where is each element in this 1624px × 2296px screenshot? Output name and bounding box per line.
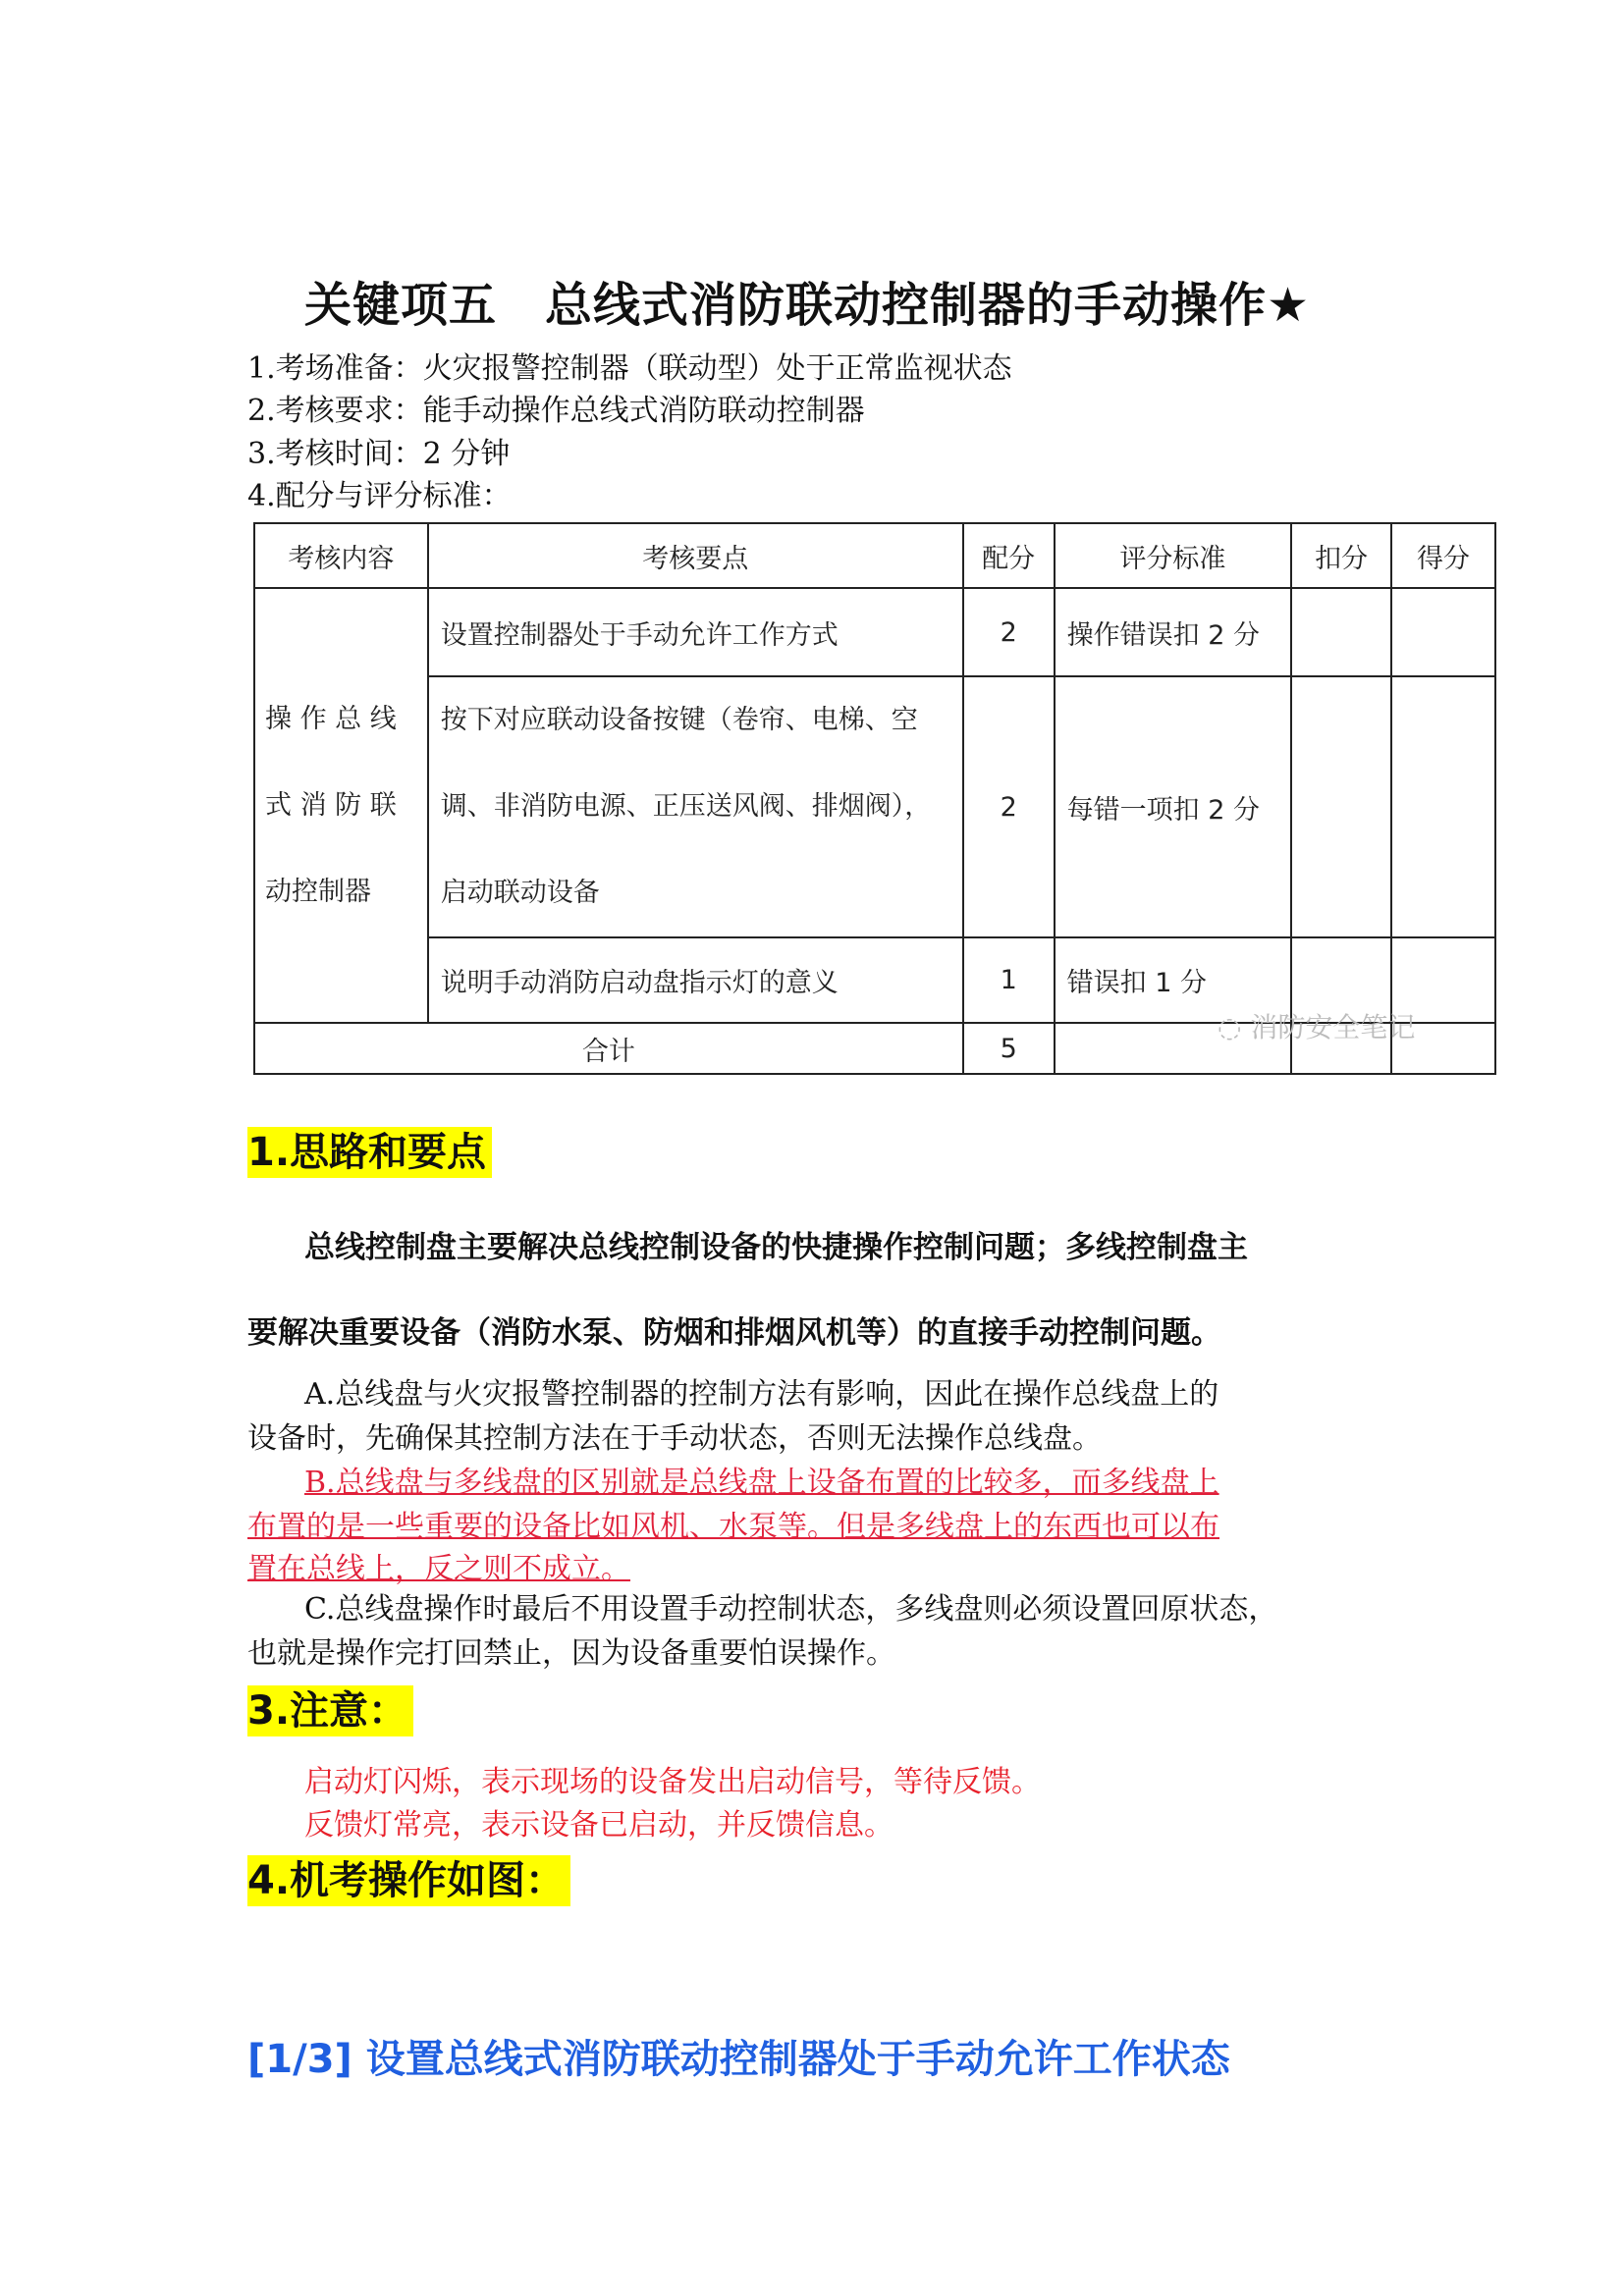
header-cell: 得分 [1391,523,1495,588]
note-line: 启动灯闪烁，表示现场的设备发出启动信号，等待反馈。 [304,1765,1041,1799]
header-cell: 考核内容 [254,523,428,588]
point-line: 启动联动设备 [440,878,600,908]
content-line: 式 消 防 联 [265,789,397,821]
result-cell [1391,588,1495,676]
table-row [254,588,1495,676]
point-cell [428,676,963,937]
result-cell [1391,676,1495,937]
content-line: 操 作 总 线 [265,703,397,734]
para-b-line: 置在总线上，反之则不成立。 [247,1552,630,1586]
table-row [254,676,1495,937]
section-heading: 1.思路和要点 [247,1127,492,1178]
bold-line: 要解决重要设备（消防水泵、防烟和排烟风机等）的直接手动控制问题。 [247,1315,1221,1351]
standard-cell: 错误扣 1 分 [1055,937,1292,1023]
deduct-cell [1291,588,1391,676]
score-cell: 2 [963,676,1055,937]
point-line: 按下对应联动设备按键（卷帘、电梯、空 [440,705,918,735]
deduct-cell [1291,676,1391,937]
info-line: 1.考场准备：火灾报警控制器（联动型）处于正常监视状态 [247,351,1012,386]
header-cell: 评分标准 [1055,523,1292,588]
point-cell: 说明手动消防启动盘指示灯的意义 [428,937,963,1023]
total-label: 合计 [254,1023,963,1074]
step-heading: [1/3] 设置总线式消防联动控制器处于手动允许工作状态 [247,2037,1230,2082]
info-line: 3.考核时间：2 分钟 [247,437,511,471]
info-line: 4.配分与评分标准： [247,479,512,513]
header-cell: 扣分 [1291,523,1391,588]
para-b-line: 布置的是一些重要的设备比如风机、水泵等。但是多线盘上的东西也可以布 [247,1510,1219,1544]
info-line: 2.考核要求：能手动操作总线式消防联动控制器 [247,394,865,428]
score-cell: 2 [963,588,1055,676]
score-cell: 1 [963,937,1055,1023]
content-line: 动控制器 [265,876,371,907]
scoring-table [253,522,1496,1075]
bold-line: 总线控制盘主要解决总线控制设备的快捷操作控制问题；多线控制盘主 [304,1230,1248,1265]
para-c-line: C.总线盘操作时最后不用设置手动控制状态，多线盘则必须设置回原状态， [304,1592,1278,1627]
point-cell: 设置控制器处于手动允许工作方式 [428,588,963,676]
standard-cell: 每错一项扣 2 分 [1055,676,1292,937]
standard-cell: 操作错误扣 2 分 [1055,588,1292,676]
header-cell: 配分 [963,523,1055,588]
page-title: 关键项五 总线式消防联动控制器的手动操作★ [304,278,1311,333]
watermark: ◌ 消防安全笔记 [1218,1011,1416,1043]
para-a-line: 设备时，先确保其控制方法在于手动状态，否则无法操作总线盘。 [247,1421,1102,1456]
watermark-text: 消防安全笔记 [1250,1011,1416,1043]
header-cell: 考核要点 [428,523,963,588]
para-c-line: 也就是操作完打回禁止，因为设备重要怕误操作。 [247,1636,895,1671]
table-header-row [254,523,1495,588]
section-heading: 4.机考操作如图： [247,1855,570,1906]
note-line: 反馈灯常亮，表示设备已启动，并反馈信息。 [304,1808,893,1842]
para-b-line: B.总线盘与多线盘的区别就是总线盘上设备布置的比较多，而多线盘上 [304,1466,1219,1500]
point-line: 调、非消防电源、正压送风阀、排烟阀）， [440,791,932,822]
content-cell [254,588,428,1023]
para-a-line: A.总线盘与火灾报警控制器的控制方法有影响，因此在操作总线盘上的 [304,1377,1219,1412]
section-heading: 3.注意： [247,1685,413,1736]
total-score: 5 [963,1023,1055,1074]
